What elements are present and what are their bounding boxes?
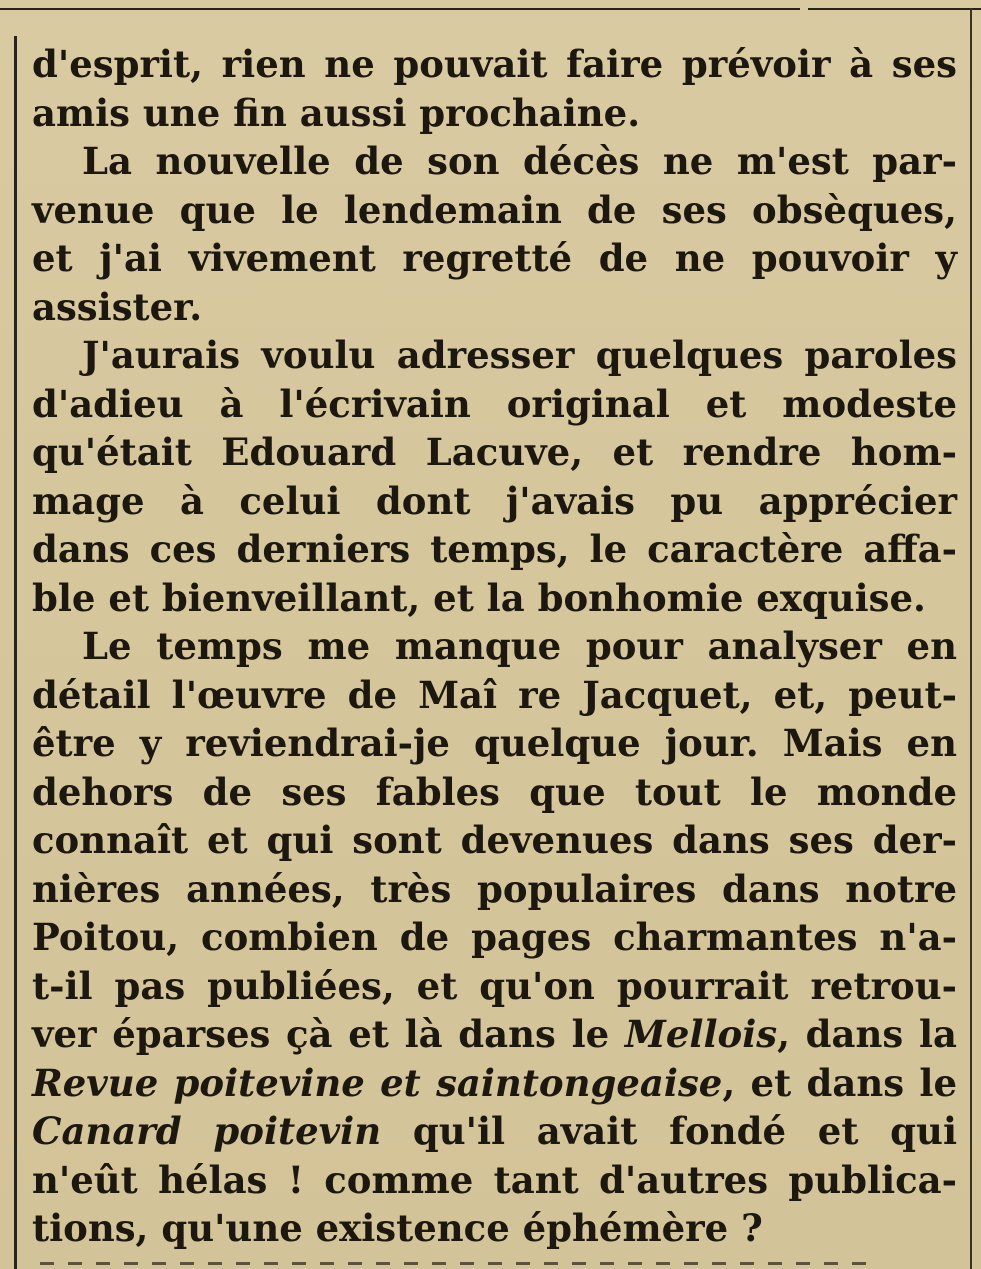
text-line: n'eût hélas ! comme tant d'autres publica- — [32, 1157, 957, 1202]
text-segment: ver éparses çà et là dans le — [32, 1012, 625, 1056]
text-line: assister. — [32, 284, 203, 329]
article-column — [32, 40, 957, 1253]
text-line: et j'ai vivement regretté de ne pouvoir y — [32, 236, 957, 280]
text-line: d'adieu à l'écrivain original et modeste — [32, 381, 957, 426]
column-right-rule — [970, 8, 972, 1269]
text-line-mixed — [32, 1010, 957, 1059]
cropped-next-line — [40, 1256, 940, 1269]
text-line: connaît et qui sont devenues dans ses der- — [32, 818, 957, 862]
text-line: venue que le lendemain de ses obsèques, — [32, 187, 957, 232]
text-segment: qu'il avait fondé et qui — [381, 1109, 957, 1153]
text-line: dans ces derniers temps, le caractère affa- — [32, 527, 957, 571]
text-line: t-il pas publiées, et qu'on pourrait retrou- — [32, 963, 957, 1008]
text-line: La nouvelle de son décès ne m'est par- — [82, 139, 957, 183]
text-line-mixed — [32, 1107, 957, 1156]
publication-title: Canard poitevin — [32, 1109, 382, 1153]
text-line: ble et bienveillant, et la bonhomie exquise. — [32, 575, 926, 620]
text-line: qu'était Edouard Lacuve, et rendre hom- — [32, 430, 957, 474]
column-left-rule — [14, 36, 17, 1269]
text-line: J'aurais voulu adresser quelques paroles — [82, 333, 957, 377]
publication-title: Mellois — [624, 1012, 778, 1056]
text-line: tions, qu'une existence éphémère ? — [32, 1206, 763, 1250]
text-line: être y reviendrai-je quelque jour. Mais en — [32, 721, 957, 765]
text-line: Le temps me manque pour analyser en — [82, 624, 957, 668]
text-line: nières années, très populaires dans notre — [32, 866, 957, 911]
text-segment: , dans la — [777, 1012, 957, 1056]
text-segment: , et dans le — [722, 1060, 957, 1105]
text-line-mixed — [32, 1059, 957, 1108]
text-line: amis une fin aussi prochaine. — [32, 90, 641, 135]
top-rule — [0, 8, 800, 10]
text-line: mage à celui dont j'avais pu apprécier — [32, 478, 957, 523]
text-line: détail l'œuvre de Maî re Jacquet, et, peut- — [32, 672, 957, 717]
text-line: d'esprit, rien ne pouvait faire prévoir à ses — [32, 42, 957, 86]
text-line: Poitou, combien de pages charmantes n'a- — [32, 915, 957, 959]
top-rule-right — [808, 8, 981, 10]
publication-title: Revue poitevine et saintongeaise — [32, 1060, 723, 1105]
text-line: dehors de ses fables que tout le monde — [32, 769, 957, 814]
